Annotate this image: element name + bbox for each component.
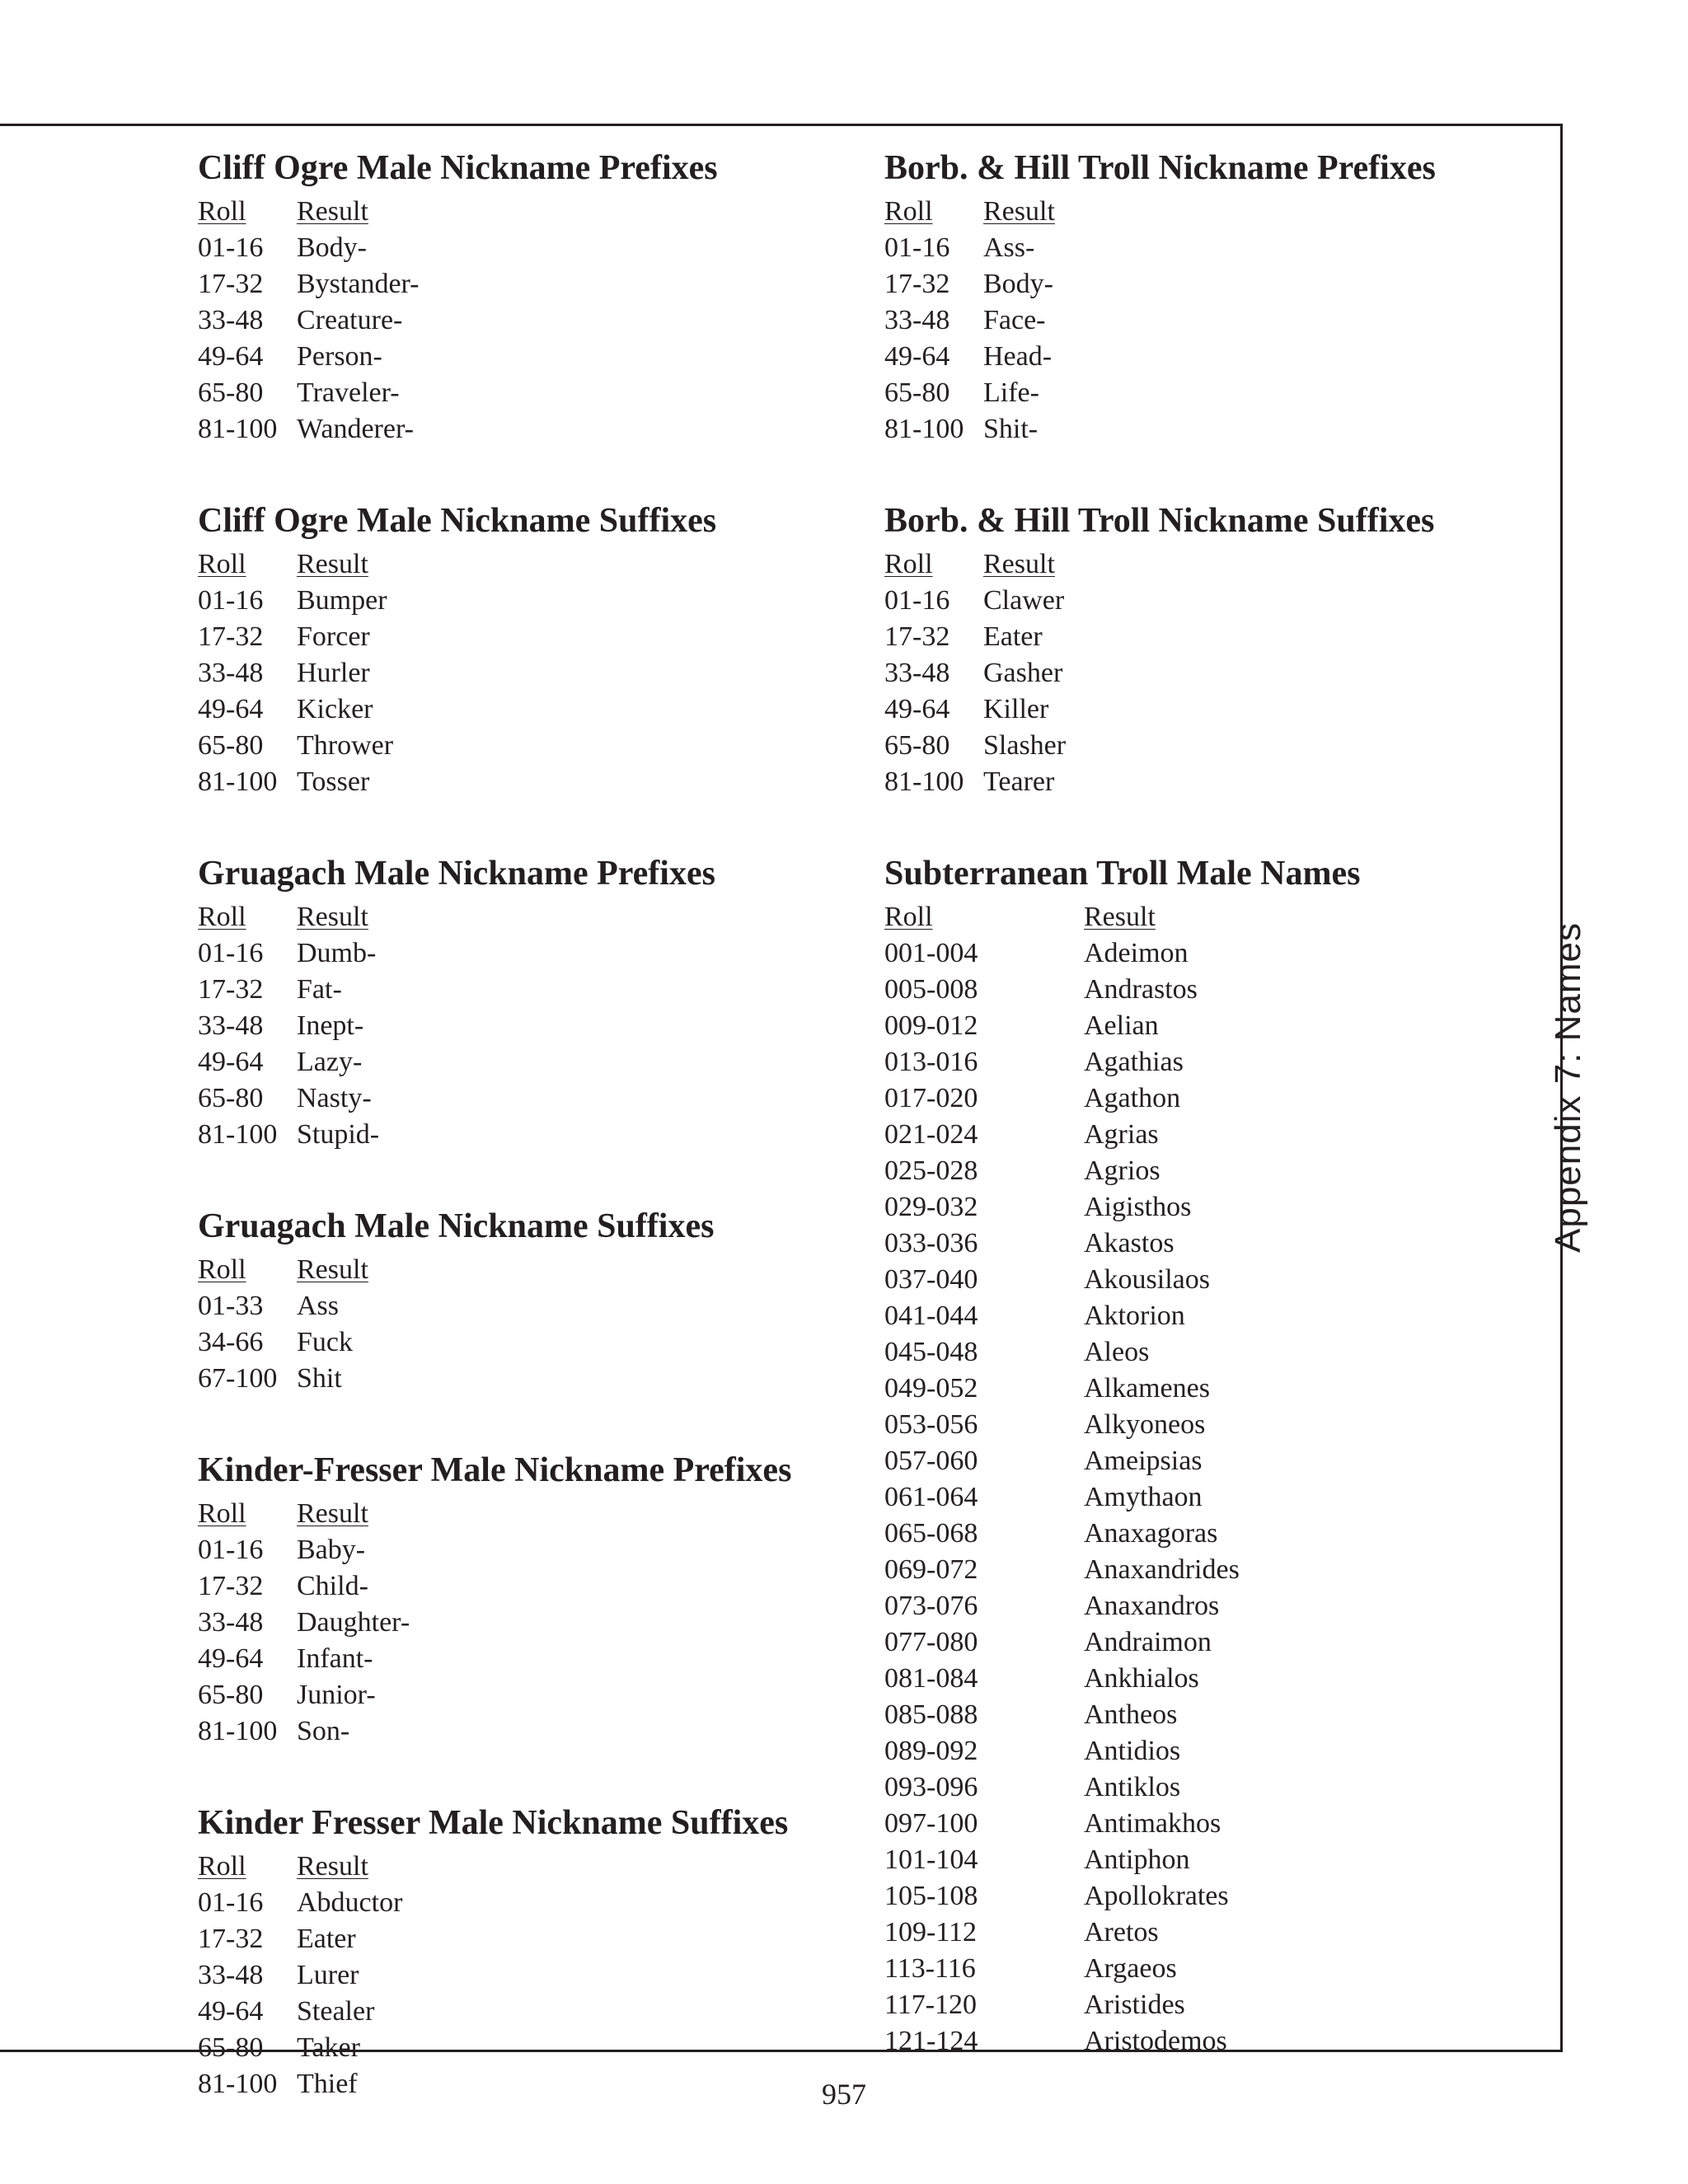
result-cell: Andrastos xyxy=(1084,974,1198,1005)
result-cell: Nasty- xyxy=(297,1083,372,1113)
result-cell: Argaeos xyxy=(1084,1953,1177,1984)
left-column xyxy=(198,144,857,2152)
roll-cell: 33-48 xyxy=(198,1010,264,1041)
result-column-header: Result xyxy=(297,1254,368,1285)
table-row xyxy=(884,339,1544,375)
result-column-header: Result xyxy=(1084,902,1156,932)
roll-cell: 49-64 xyxy=(884,694,950,724)
result-cell: Tearer xyxy=(983,766,1055,797)
page-number: 957 xyxy=(822,2078,866,2111)
roll-cell: 045-048 xyxy=(884,1337,978,1367)
result-cell: Alkamenes xyxy=(1084,1373,1210,1404)
roll-cell: 49-64 xyxy=(198,1643,264,1674)
result-cell: Baby- xyxy=(297,1535,366,1565)
result-cell: Slasher xyxy=(983,730,1067,761)
result-column-header: Result xyxy=(297,1498,368,1529)
table-row xyxy=(884,1878,1544,1915)
roll-cell: 33-48 xyxy=(884,658,950,688)
roll-cell: 49-64 xyxy=(198,341,264,372)
roll-cell: 069-072 xyxy=(884,1554,978,1585)
roll-cell: 01-16 xyxy=(198,938,264,968)
roll-cell: 81-100 xyxy=(198,766,278,797)
roll-cell: 065-068 xyxy=(884,1518,978,1549)
result-column-header: Result xyxy=(983,196,1055,227)
table-header-row xyxy=(884,546,1544,583)
result-cell: Abductor xyxy=(297,1887,403,1918)
table-row xyxy=(198,1532,857,1568)
result-cell: Ameipsias xyxy=(1084,1446,1203,1476)
side-label: Appendix 7: Names xyxy=(1548,922,1588,1253)
table-row xyxy=(884,411,1544,448)
roll-cell: 17-32 xyxy=(884,269,950,299)
table-row xyxy=(884,1842,1544,1878)
table-row xyxy=(884,375,1544,411)
table-row xyxy=(884,1733,1544,1769)
table-row xyxy=(198,655,857,691)
roll-column-header: Roll xyxy=(198,549,246,579)
table-header-row xyxy=(884,194,1544,230)
table-title: Kinder-Fresser Male Nickname Prefixes xyxy=(198,1451,792,1489)
roll-cell: 17-32 xyxy=(198,974,264,1005)
table-row xyxy=(198,1044,857,1080)
table-row xyxy=(884,1769,1544,1806)
table-title: Borb. & Hill Troll Nickname Prefixes xyxy=(884,149,1436,187)
roll-cell: 49-64 xyxy=(198,694,264,724)
roll-cell: 81-100 xyxy=(884,766,964,797)
table-row xyxy=(198,1324,857,1361)
roll-cell: 65-80 xyxy=(884,377,950,408)
result-cell: Son- xyxy=(297,1716,350,1746)
result-cell: Hurler xyxy=(297,658,370,688)
table-row xyxy=(198,764,857,800)
table-row xyxy=(198,1713,857,1750)
roll-cell: 073-076 xyxy=(884,1591,978,1621)
roll-cell: 101-104 xyxy=(884,1844,978,1875)
table-row xyxy=(884,1951,1544,1987)
roll-cell: 077-080 xyxy=(884,1627,978,1657)
table-row xyxy=(884,1080,1544,1117)
table-row xyxy=(198,1677,857,1713)
table-row xyxy=(198,1008,857,1044)
table-header-row xyxy=(198,546,857,583)
roll-cell: 113-116 xyxy=(884,1953,976,1984)
table-header-row xyxy=(198,1252,857,1288)
roll-cell: 01-16 xyxy=(198,585,264,616)
table-title: Cliff Ogre Male Nickname Suffixes xyxy=(198,502,717,540)
result-column-header: Result xyxy=(983,549,1055,579)
table-row xyxy=(198,972,857,1008)
roll-cell: 081-084 xyxy=(884,1663,978,1694)
roll-cell: 005-008 xyxy=(884,974,978,1005)
table-row xyxy=(198,1994,857,2030)
table-row xyxy=(198,1080,857,1117)
result-cell: Agrias xyxy=(1084,1119,1159,1150)
result-cell: Wanderer- xyxy=(297,414,414,444)
table-row xyxy=(198,375,857,411)
result-cell: Amythaon xyxy=(1084,1482,1203,1512)
table-row xyxy=(884,1443,1544,1479)
table-row xyxy=(884,1661,1544,1697)
roll-cell: 105-108 xyxy=(884,1881,978,1911)
table-row xyxy=(884,1516,1544,1552)
roll-cell: 093-096 xyxy=(884,1772,978,1802)
result-cell: Creature- xyxy=(297,305,403,335)
roll-column-header: Roll xyxy=(198,196,246,227)
roll-cell: 01-16 xyxy=(884,232,950,263)
roll-cell: 01-16 xyxy=(198,232,264,263)
table-row xyxy=(884,1008,1544,1044)
roll-cell: 109-112 xyxy=(884,1917,978,1947)
roll-cell: 33-48 xyxy=(884,305,950,335)
result-column-header: Result xyxy=(297,196,368,227)
table-row xyxy=(198,266,857,302)
table-row xyxy=(198,583,857,619)
result-cell: Junior- xyxy=(297,1680,376,1710)
table-row xyxy=(198,1117,857,1153)
result-cell: Eater xyxy=(297,1924,356,1954)
table-title: Cliff Ogre Male Nickname Prefixes xyxy=(198,149,718,187)
cliff-ogre-male-nickname-suffixes-table xyxy=(198,497,857,800)
roll-cell: 01-16 xyxy=(198,1535,264,1565)
table-row xyxy=(884,764,1544,800)
table-row xyxy=(884,1044,1544,1080)
result-cell: Gasher xyxy=(983,658,1063,688)
roll-column-header: Roll xyxy=(884,196,933,227)
result-column-header: Result xyxy=(297,549,368,579)
cliff-ogre-male-nickname-prefixes-table xyxy=(198,144,857,448)
roll-cell: 029-032 xyxy=(884,1192,978,1222)
roll-cell: 041-044 xyxy=(884,1301,978,1331)
result-cell: Antiklos xyxy=(1084,1772,1181,1802)
table-row xyxy=(198,1921,857,1957)
roll-column-header: Roll xyxy=(884,902,933,932)
roll-cell: 49-64 xyxy=(198,1047,264,1077)
roll-cell: 057-060 xyxy=(884,1446,978,1476)
result-cell: Akousilaos xyxy=(1084,1264,1210,1295)
roll-cell: 013-016 xyxy=(884,1047,978,1077)
roll-cell: 33-48 xyxy=(198,1607,264,1638)
table-row xyxy=(884,691,1544,728)
roll-cell: 061-064 xyxy=(884,1482,978,1512)
table-row xyxy=(884,1407,1544,1443)
table-row xyxy=(884,1117,1544,1153)
result-column-header: Result xyxy=(297,1851,368,1882)
result-cell: Person- xyxy=(297,341,382,372)
roll-column-header: Roll xyxy=(884,549,933,579)
subterranean-troll-male-names-table xyxy=(884,850,1544,2060)
roll-column-header: Roll xyxy=(198,1851,246,1882)
result-cell: Dumb- xyxy=(297,938,377,968)
table-row xyxy=(884,2023,1544,2060)
table-row xyxy=(884,1915,1544,1951)
roll-cell: 17-32 xyxy=(198,269,264,299)
table-row xyxy=(884,1153,1544,1189)
table-row xyxy=(884,1806,1544,1842)
roll-cell: 65-80 xyxy=(198,2032,264,2063)
table-row xyxy=(884,1262,1544,1298)
kinder-fresser-male-nickname-prefixes-table xyxy=(198,1446,857,1750)
table-row xyxy=(198,1885,857,1921)
roll-cell: 65-80 xyxy=(198,1680,264,1710)
table-row xyxy=(884,655,1544,691)
table-header-row xyxy=(198,1849,857,1885)
roll-cell: 65-80 xyxy=(884,730,950,761)
result-cell: Andraimon xyxy=(1084,1627,1212,1657)
table-row xyxy=(198,2030,857,2066)
result-cell: Anaxagoras xyxy=(1084,1518,1218,1549)
table-row xyxy=(884,1371,1544,1407)
result-cell: Aretos xyxy=(1084,1917,1159,1947)
table-row xyxy=(198,728,857,764)
kinder-fresser-male-nickname-suffixes-table xyxy=(198,1799,857,2102)
roll-cell: 17-32 xyxy=(198,1571,264,1601)
roll-cell: 117-120 xyxy=(884,1990,978,2020)
table-row xyxy=(198,1568,857,1605)
roll-cell: 65-80 xyxy=(198,1083,264,1113)
borb-hill-troll-nickname-suffixes-table xyxy=(884,497,1544,800)
result-cell: Shit- xyxy=(983,414,1039,444)
result-cell: Shit xyxy=(297,1363,342,1394)
table-row xyxy=(198,1641,857,1677)
table-row xyxy=(884,302,1544,339)
result-cell: Fat- xyxy=(297,974,342,1005)
table-row xyxy=(198,619,857,655)
result-cell: Forcer xyxy=(297,621,370,652)
table-title: Subterranean Troll Male Names xyxy=(884,855,1361,893)
result-cell: Thief xyxy=(297,2069,358,2099)
result-cell: Thrower xyxy=(297,730,394,761)
roll-cell: 17-32 xyxy=(198,621,264,652)
borb-hill-troll-nickname-prefixes-table xyxy=(884,144,1544,448)
roll-cell: 001-004 xyxy=(884,938,978,968)
result-cell: Aristides xyxy=(1084,1990,1185,2020)
roll-cell: 49-64 xyxy=(198,1996,264,2027)
result-cell: Agrios xyxy=(1084,1155,1160,1186)
result-cell: Alkyoneos xyxy=(1084,1409,1206,1440)
roll-cell: 049-052 xyxy=(884,1373,978,1404)
roll-cell: 17-32 xyxy=(198,1924,264,1954)
table-row xyxy=(884,1552,1544,1588)
table-row xyxy=(198,302,857,339)
roll-column-header: Roll xyxy=(198,902,246,932)
roll-column-header: Roll xyxy=(198,1254,246,1285)
table-row xyxy=(884,1479,1544,1516)
table-row xyxy=(198,1361,857,1397)
roll-cell: 017-020 xyxy=(884,1083,978,1113)
gruagach-male-nickname-prefixes-table xyxy=(198,850,857,1153)
result-cell: Stupid- xyxy=(297,1119,380,1150)
roll-cell: 037-040 xyxy=(884,1264,978,1295)
result-cell: Life- xyxy=(983,377,1039,408)
roll-cell: 121-124 xyxy=(884,2026,978,2056)
result-cell: Face- xyxy=(983,305,1046,335)
table-row xyxy=(198,691,857,728)
result-cell: Aleos xyxy=(1084,1337,1150,1367)
table-row xyxy=(884,619,1544,655)
table-row xyxy=(198,230,857,266)
result-cell: Antheos xyxy=(1084,1699,1178,1730)
result-cell: Aigisthos xyxy=(1084,1192,1192,1222)
roll-cell: 01-33 xyxy=(198,1291,264,1321)
table-row xyxy=(198,935,857,972)
table-title: Kinder Fresser Male Nickname Suffixes xyxy=(198,1804,789,1842)
result-cell: Daughter- xyxy=(297,1607,410,1638)
roll-column-header: Roll xyxy=(198,1498,246,1529)
table-row xyxy=(884,266,1544,302)
roll-cell: 81-100 xyxy=(198,414,278,444)
roll-cell: 67-100 xyxy=(198,1363,278,1394)
result-cell: Eater xyxy=(983,621,1043,652)
roll-cell: 085-088 xyxy=(884,1699,978,1730)
result-cell: Clawer xyxy=(983,585,1065,616)
roll-cell: 34-66 xyxy=(198,1327,264,1357)
table-header-row xyxy=(884,899,1544,935)
result-cell: Antimakhos xyxy=(1084,1808,1221,1839)
result-cell: Fuck xyxy=(297,1327,353,1357)
roll-cell: 81-100 xyxy=(198,1119,278,1150)
table-row xyxy=(884,972,1544,1008)
result-cell: Inept- xyxy=(297,1010,364,1041)
table-header-row xyxy=(198,1496,857,1532)
table-row xyxy=(198,411,857,448)
table-title: Gruagach Male Nickname Prefixes xyxy=(198,855,715,893)
roll-cell: 033-036 xyxy=(884,1228,978,1258)
result-cell: Body- xyxy=(983,269,1053,299)
table-header-row xyxy=(198,194,857,230)
result-cell: Kicker xyxy=(297,694,373,724)
table-row xyxy=(884,1226,1544,1262)
roll-cell: 65-80 xyxy=(198,730,264,761)
result-cell: Aelian xyxy=(1084,1010,1159,1041)
table-row xyxy=(884,1189,1544,1226)
result-cell: Antidios xyxy=(1084,1736,1181,1766)
roll-cell: 053-056 xyxy=(884,1409,978,1440)
table-row xyxy=(884,728,1544,764)
roll-cell: 01-16 xyxy=(884,585,950,616)
roll-cell: 17-32 xyxy=(884,621,950,652)
result-cell: Bystander- xyxy=(297,269,420,299)
result-cell: Akastos xyxy=(1084,1228,1175,1258)
result-cell: Aktorion xyxy=(1084,1301,1185,1331)
result-cell: Killer xyxy=(983,694,1049,724)
roll-cell: 097-100 xyxy=(884,1808,978,1839)
roll-cell: 025-028 xyxy=(884,1155,978,1186)
result-cell: Agathon xyxy=(1084,1083,1181,1113)
table-title: Gruagach Male Nickname Suffixes xyxy=(198,1207,715,1245)
table-row xyxy=(884,1987,1544,2023)
roll-cell: 33-48 xyxy=(198,658,264,688)
table-row xyxy=(198,1957,857,1994)
table-row xyxy=(884,935,1544,972)
result-cell: Stealer xyxy=(297,1996,375,2027)
table-row xyxy=(884,1298,1544,1334)
roll-cell: 089-092 xyxy=(884,1736,978,1766)
roll-cell: 33-48 xyxy=(198,305,264,335)
table-row xyxy=(884,1588,1544,1624)
result-cell: Head- xyxy=(983,341,1053,372)
table-row xyxy=(884,583,1544,619)
result-cell: Lurer xyxy=(297,1960,359,1990)
result-cell: Infant- xyxy=(297,1643,373,1674)
result-cell: Anaxandrides xyxy=(1084,1554,1240,1585)
result-cell: Ankhialos xyxy=(1084,1663,1199,1694)
result-cell: Child- xyxy=(297,1571,368,1601)
roll-cell: 01-16 xyxy=(198,1887,264,1918)
roll-cell: 49-64 xyxy=(884,341,950,372)
table-row xyxy=(884,230,1544,266)
table-row xyxy=(198,339,857,375)
result-cell: Body- xyxy=(297,232,367,263)
roll-cell: 65-80 xyxy=(198,377,264,408)
roll-cell: 81-100 xyxy=(884,414,964,444)
roll-cell: 81-100 xyxy=(198,2069,278,2099)
roll-cell: 33-48 xyxy=(198,1960,264,1990)
right-column xyxy=(884,144,1544,2109)
result-cell: Apollokrates xyxy=(1084,1881,1229,1911)
result-cell: Taker xyxy=(297,2032,360,2063)
result-cell: Ass xyxy=(297,1291,340,1321)
table-row xyxy=(198,1605,857,1641)
result-cell: Lazy- xyxy=(297,1047,363,1077)
result-cell: Adeimon xyxy=(1084,938,1189,968)
gruagach-male-nickname-suffixes-table xyxy=(198,1202,857,1397)
table-title: Borb. & Hill Troll Nickname Suffixes xyxy=(884,502,1435,540)
result-cell: Ass- xyxy=(983,232,1035,263)
result-cell: Anaxandros xyxy=(1084,1591,1220,1621)
table-row xyxy=(198,1288,857,1324)
result-cell: Traveler- xyxy=(297,377,400,408)
table-row xyxy=(884,1697,1544,1733)
result-cell: Tosser xyxy=(297,766,370,797)
result-cell: Antiphon xyxy=(1084,1844,1190,1875)
table-row xyxy=(884,1334,1544,1371)
table-row xyxy=(884,1624,1544,1661)
roll-cell: 021-024 xyxy=(884,1119,978,1150)
table-header-row xyxy=(198,899,857,935)
result-column-header: Result xyxy=(297,902,368,932)
roll-cell: 009-012 xyxy=(884,1010,978,1041)
result-cell: Agathias xyxy=(1084,1047,1184,1077)
result-cell: Aristodemos xyxy=(1084,2026,1227,2056)
roll-cell: 81-100 xyxy=(198,1716,278,1746)
result-cell: Bumper xyxy=(297,585,387,616)
